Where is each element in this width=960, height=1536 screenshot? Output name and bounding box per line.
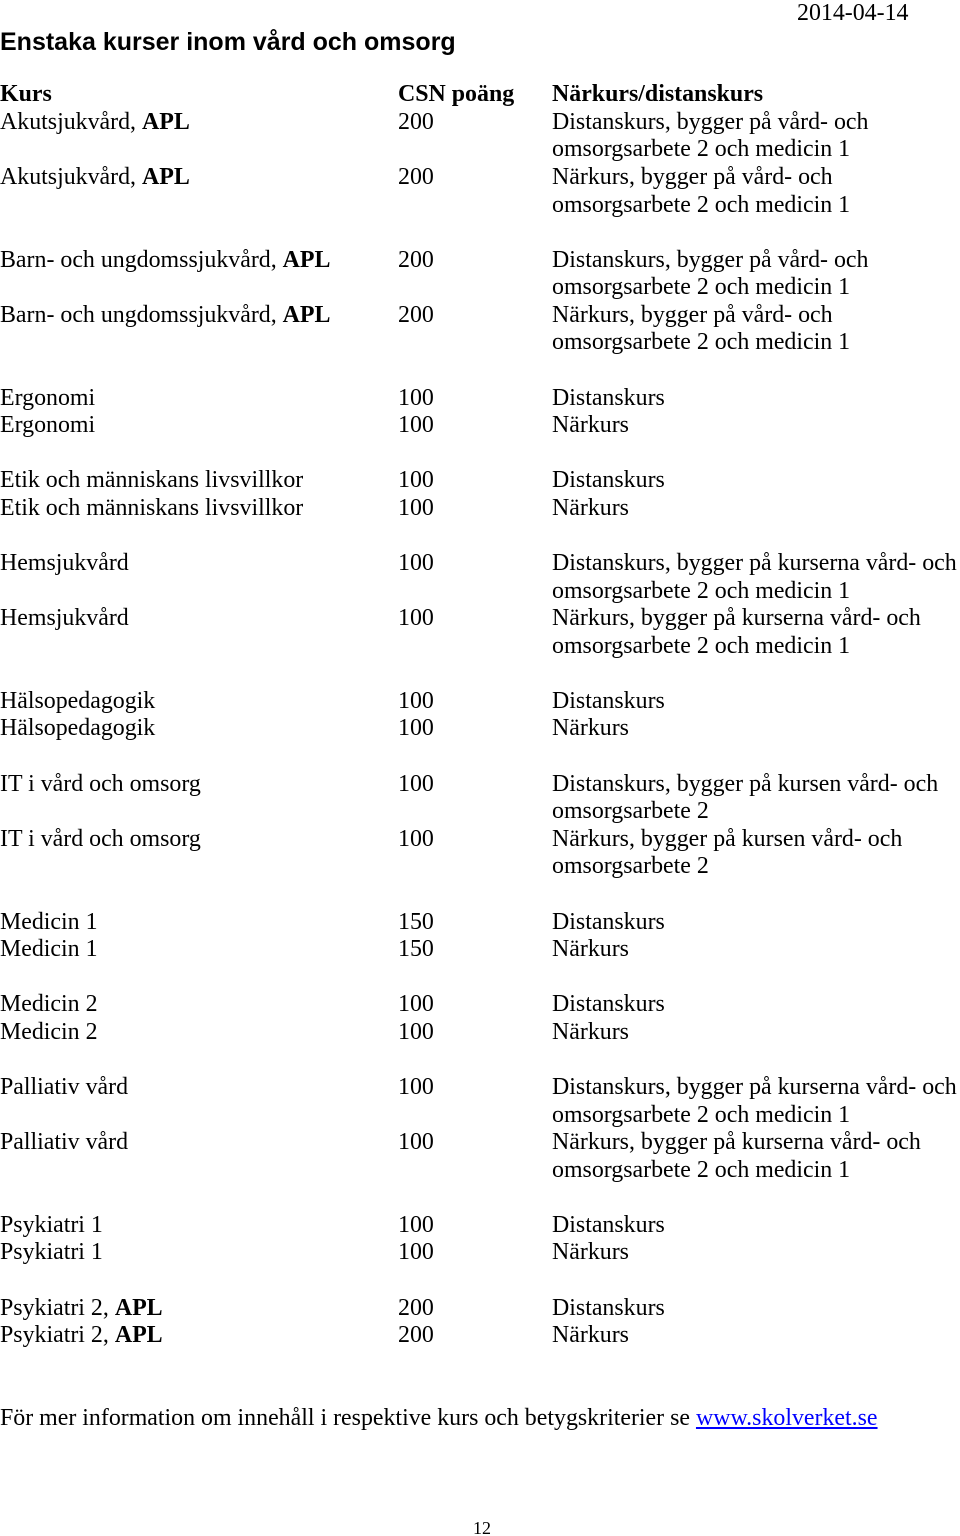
csn-credits: 150 [398, 908, 434, 935]
table-row-continuation [0, 192, 960, 220]
course-name-text: Hälsopedagogik [0, 715, 156, 742]
course-format-continued: omsorgsarbete 2 och medicin 1 [552, 1156, 851, 1183]
table-row [0, 164, 960, 192]
csn-credits: 100 [398, 1211, 434, 1238]
course-name [0, 1295, 163, 1323]
course-name-text: IT i vård och omsorg [0, 770, 201, 797]
course-name-text: Medicin 2 [0, 1018, 98, 1045]
course-format: Närkurs [552, 494, 629, 521]
course-format: Distanskurs [552, 1211, 665, 1238]
course-name-text: Hemsjukvård [0, 605, 129, 632]
course-format: Närkurs [552, 412, 629, 439]
course-name-text: Medicin 1 [0, 936, 98, 963]
course-format: Närkurs [552, 1239, 629, 1266]
course-format-continued: omsorgsarbete 2 och medicin 1 [552, 1101, 851, 1128]
course-format: Distanskurs, bygger på kursen vård- och [552, 770, 939, 797]
course-table [0, 81, 960, 1350]
course-format-continued: omsorgsarbete 2 [552, 853, 709, 880]
course-format: Närkurs [552, 1322, 629, 1349]
blank-line [0, 1046, 960, 1074]
table-row-continuation [0, 1102, 960, 1130]
table-row-continuation [0, 633, 960, 661]
course-format-continued: omsorgsarbete 2 och medicin 1 [552, 577, 851, 604]
course-name-text: Medicin 1 [0, 908, 98, 935]
course-name-apl: APL [282, 301, 331, 328]
course-name [0, 715, 155, 743]
course-name-text: Palliativ vård [0, 1129, 129, 1156]
table-body [0, 109, 960, 1350]
table-row [0, 1019, 960, 1047]
course-format: Närkurs, bygger på kurserna vård- och [552, 605, 921, 632]
course-name [0, 605, 129, 633]
csn-credits: 200 [398, 108, 434, 135]
document-date: 2014-04-14 [797, 0, 909, 26]
csn-credits: 150 [398, 936, 434, 963]
header-course-format: Närkurs/distanskurs [552, 81, 764, 108]
csn-credits: 100 [398, 412, 434, 439]
course-name-text: Etik och människans livsvillkor [0, 467, 304, 494]
table-row [0, 826, 960, 854]
table-row [0, 1212, 960, 1240]
csn-credits: 100 [398, 467, 434, 494]
csn-credits: 200 [398, 163, 434, 190]
course-name [0, 909, 98, 937]
course-name [0, 1212, 103, 1240]
blank-line [0, 440, 960, 468]
csn-credits: 100 [398, 550, 434, 577]
document-title: Enstaka kurser inom vård och omsorg [0, 27, 456, 56]
blank-line [0, 219, 960, 247]
table-row-continuation [0, 329, 960, 357]
course-format-continued: omsorgsarbete 2 och medicin 1 [552, 136, 851, 163]
page-number: 12 [473, 1518, 491, 1536]
course-name [0, 1322, 163, 1350]
course-name [0, 550, 129, 578]
course-format: Distanskurs [552, 991, 665, 1018]
csn-credits: 200 [398, 301, 434, 328]
course-name-text: Hemsjukvård [0, 550, 129, 577]
course-format-continued: omsorgsarbete 2 och medicin 1 [552, 191, 851, 218]
course-name-apl: APL [282, 246, 331, 273]
table-row-continuation [0, 798, 960, 826]
csn-credits: 100 [398, 605, 434, 632]
blank-line [0, 522, 960, 550]
course-format: Distanskurs [552, 687, 665, 714]
table-row [0, 1239, 960, 1267]
course-name-apl: APL [142, 163, 190, 190]
header-csn-credits: CSN poäng [398, 81, 515, 108]
course-format-continued: omsorgsarbete 2 [552, 798, 709, 825]
table-row [0, 495, 960, 523]
course-name [0, 467, 303, 495]
table-row [0, 1322, 960, 1350]
course-name-text: Psykiatri 1 [0, 1211, 103, 1238]
course-name [0, 1239, 103, 1267]
table-row [0, 1129, 960, 1157]
course-format-continued: omsorgsarbete 2 och medicin 1 [552, 274, 851, 301]
table-header-row [0, 81, 960, 109]
course-name-text: Ergonomi [0, 412, 96, 439]
csn-credits: 100 [398, 494, 434, 521]
course-format: Närkurs [552, 715, 629, 742]
blank-line [0, 964, 960, 992]
table-row [0, 771, 960, 799]
course-name-text: Akutsjukvård, [0, 108, 143, 135]
blank-line [0, 660, 960, 688]
csn-credits: 200 [398, 1322, 434, 1349]
course-name [0, 109, 190, 137]
course-name [0, 164, 190, 192]
course-name [0, 302, 330, 330]
course-name-text: Psykiatri 2, [0, 1322, 115, 1349]
course-name [0, 495, 303, 523]
course-name-text: Barn- och ungdomssjukvård, [0, 301, 283, 328]
table-row [0, 412, 960, 440]
footer-text: För mer information om innehåll i respektive kurs och betygskriterier se [0, 1405, 696, 1431]
course-name-apl: APL [114, 1294, 163, 1321]
course-name [0, 412, 95, 440]
course-name-text: Etik och människans livsvillkor [0, 494, 304, 521]
table-row [0, 991, 960, 1019]
footer-note [0, 1405, 878, 1433]
table-row [0, 715, 960, 743]
course-name-text: Palliativ vård [0, 1074, 129, 1100]
course-name [0, 991, 98, 1019]
table-row [0, 605, 960, 633]
course-name [0, 826, 201, 854]
table-row [0, 688, 960, 716]
table-row [0, 302, 960, 330]
table-row-continuation [0, 1157, 960, 1185]
course-name-text: Psykiatri 1 [0, 1239, 103, 1266]
table-row [0, 247, 960, 275]
course-format: Närkurs, bygger på kursen vård- och [552, 825, 903, 852]
csn-credits: 100 [398, 991, 434, 1018]
csn-credits: 100 [398, 825, 434, 852]
course-name-apl: APL [142, 108, 190, 135]
table-row [0, 1295, 960, 1323]
course-name [0, 1074, 128, 1102]
course-format-continued: omsorgsarbete 2 och medicin 1 [552, 632, 851, 659]
course-name [0, 247, 330, 275]
csn-credits: 100 [398, 1074, 434, 1100]
course-format: Distanskurs [552, 467, 665, 494]
course-format: Distanskurs, bygger på kurserna vård- och [552, 1074, 957, 1100]
course-name [0, 1129, 128, 1157]
table-row [0, 385, 960, 413]
blank-line [0, 1184, 960, 1212]
table-row-continuation [0, 853, 960, 881]
course-format: Närkurs [552, 1018, 629, 1045]
csn-credits: 200 [398, 246, 434, 273]
course-name-apl: APL [114, 1322, 163, 1349]
table-row [0, 909, 960, 937]
course-format: Distanskurs, bygger på vård- och [552, 108, 869, 135]
course-format: Närkurs, bygger på kurserna vård- och [552, 1129, 921, 1156]
blank-line [0, 357, 960, 385]
course-name [0, 688, 155, 716]
course-name-text: Psykiatri 2, [0, 1294, 115, 1321]
table-row-continuation [0, 274, 960, 302]
course-name [0, 936, 98, 964]
course-name [0, 385, 95, 413]
csn-credits: 100 [398, 1129, 434, 1156]
course-name-text: Medicin 2 [0, 991, 98, 1018]
blank-line [0, 743, 960, 771]
table-row [0, 467, 960, 495]
csn-credits: 200 [398, 1294, 434, 1321]
table-row [0, 1074, 960, 1102]
course-name [0, 771, 201, 799]
course-name-text: Akutsjukvård, [0, 163, 143, 190]
blank-line [0, 1267, 960, 1295]
course-format: Närkurs [552, 936, 629, 963]
course-name-text: IT i vård och omsorg [0, 825, 201, 852]
table-row-continuation [0, 578, 960, 606]
course-name-text: Hälsopedagogik [0, 687, 156, 714]
course-format: Distanskurs, bygger på kurserna vård- och [552, 550, 957, 577]
csn-credits: 100 [398, 1239, 434, 1266]
course-format: Närkurs, bygger på vård- och [552, 301, 833, 328]
course-name-text: Barn- och ungdomssjukvård, [0, 246, 283, 273]
skolverket-link[interactable]: www.skolverket.se [695, 1405, 878, 1431]
table-row-continuation [0, 136, 960, 164]
course-name-text: Ergonomi [0, 384, 96, 411]
course-format-continued: omsorgsarbete 2 och medicin 1 [552, 329, 851, 356]
csn-credits: 100 [398, 1018, 434, 1045]
course-format: Distanskurs [552, 908, 665, 935]
course-format: Distanskurs [552, 384, 665, 411]
csn-credits: 100 [398, 687, 434, 714]
course-format: Distanskurs, bygger på vård- och [552, 246, 869, 273]
csn-credits: 100 [398, 770, 434, 797]
table-row [0, 936, 960, 964]
csn-credits: 100 [398, 384, 434, 411]
table-row [0, 550, 960, 578]
course-format: Närkurs, bygger på vård- och [552, 163, 833, 190]
blank-line [0, 881, 960, 909]
course-format: Distanskurs [552, 1294, 665, 1321]
course-name [0, 1019, 98, 1047]
csn-credits: 100 [398, 715, 434, 742]
table-row [0, 109, 960, 137]
header-course: Kurs [0, 81, 52, 108]
